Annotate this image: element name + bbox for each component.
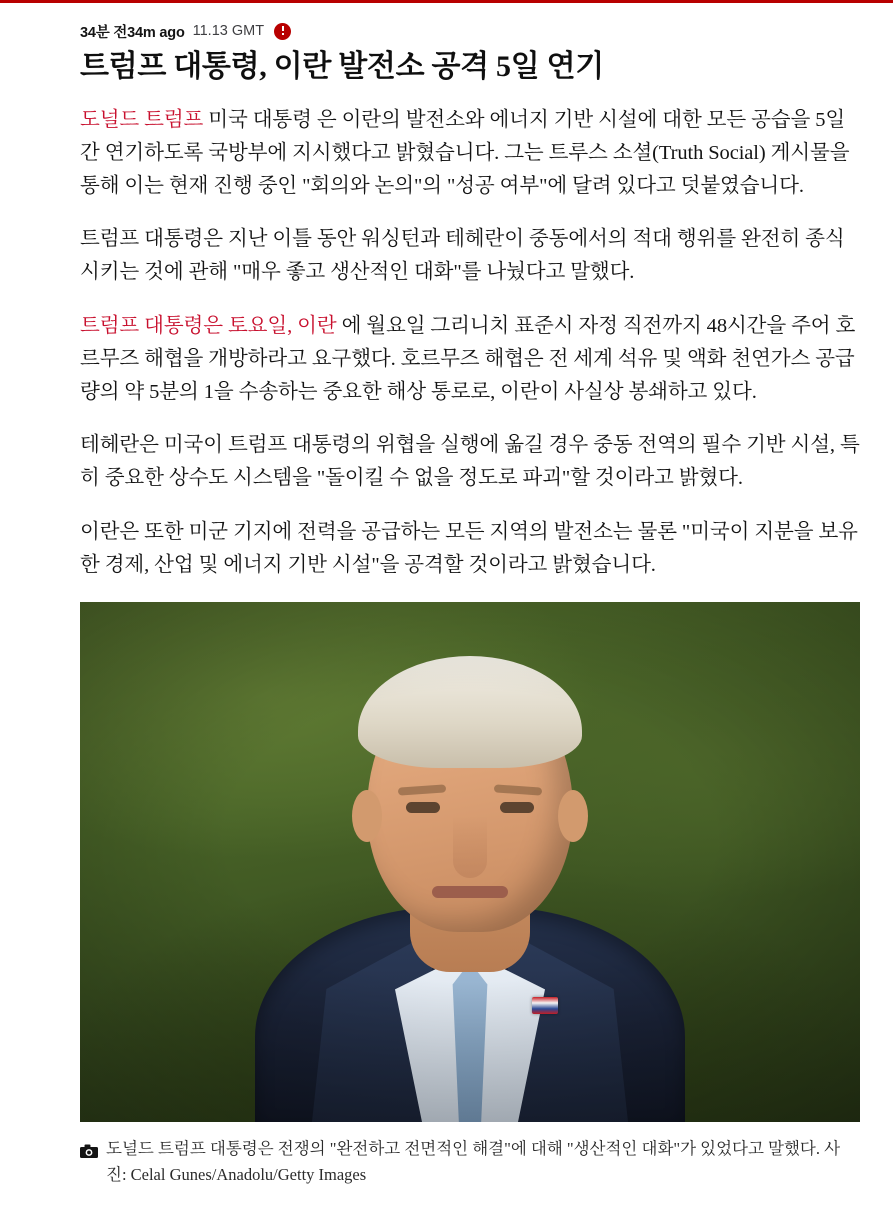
paragraph-5-text: 이란은 또한 미군 기지에 전력을 공급하는 모든 지역의 발전소는 물론 "미국이 지분을 보유한 경제, 산업 및 에너지 기반 시설"을 공격할 것이라고 밝혔습니다. xyxy=(80,520,858,576)
inline-link-donald-trump[interactable]: 도널드 트럼프 xyxy=(80,108,204,131)
clock-timestamp: 11.13 GMT xyxy=(192,23,265,39)
top-accent-rule xyxy=(0,0,893,3)
paragraph-3-text: 에 월요일 그리니치 표준시 자정 직전까지 48시간을 주어 호르무즈 해협을 개방하라고 요구했다. 호르무즈 해협은 전 세계 석유 및 액화 천연가스 공급량의 약 5분의 1을 수송하는 중요한 해상 통로로, 이란이 사실상 봉쇄하고 있다. xyxy=(80,314,856,403)
article-meta xyxy=(80,20,863,42)
paragraph-2-text: 트럼프 대통령은 지난 이틀 동안 워싱턴과 테헤란이 중동에서의 적대 행위를 완전히 종식시키는 것에 관해 "매우 좋고 생산적인 대화"를 나눴다고 말했다. xyxy=(80,228,845,284)
article-paragraph-5 xyxy=(80,516,863,582)
article-paragraph-1 xyxy=(80,104,863,204)
article-paragraph-3 xyxy=(80,310,863,410)
article-paragraph-4 xyxy=(80,429,863,495)
article-image xyxy=(80,602,860,1122)
image-caption xyxy=(80,1136,860,1205)
inline-link-saturday-iran[interactable]: 트럼프 대통령은 토요일, 이란 xyxy=(80,314,337,337)
article-paragraph-2 xyxy=(80,223,863,289)
article-figure xyxy=(80,602,863,1205)
camera-icon xyxy=(80,1140,98,1187)
live-clock-icon xyxy=(274,23,291,40)
caption-text: 도널드 트럼프 대통령은 전쟁의 "완전하고 전면적인 해결"에 대해 "생산적인 대화"가 있었다고 말했다. 사진: Celal Gunes/Anadolu/Getty Images xyxy=(106,1138,841,1184)
image-vignette xyxy=(80,602,860,1122)
paragraph-1-text: 미국 대통령 은 이란의 발전소와 에너지 기반 시설에 대한 모든 공습을 5일간 연기하도록 국방부에 지시했다고 밝혔습니다. 그는 트루스 소셜(Truth Social) 게시물을 통해 이는 현재 진행 중인 "회의와 논의"의 "성공 여부"에 달려 있다고 덧붙였습니다. xyxy=(80,108,850,197)
page-title: 트럼프 대통령, 이란 발전소 공격 5일 연기 xyxy=(80,50,604,83)
relative-timestamp: 34분 전34m ago xyxy=(80,24,185,41)
paragraph-4-text: 테헤란은 미국이 트럼프 대통령의 위협을 실행에 옮길 경우 중동 전역의 필수 기반 시설, 특히 중요한 상수도 시스템을 "돌이킬 수 없을 정도로 파괴"할 것이라고 밝혔다. xyxy=(80,434,860,490)
